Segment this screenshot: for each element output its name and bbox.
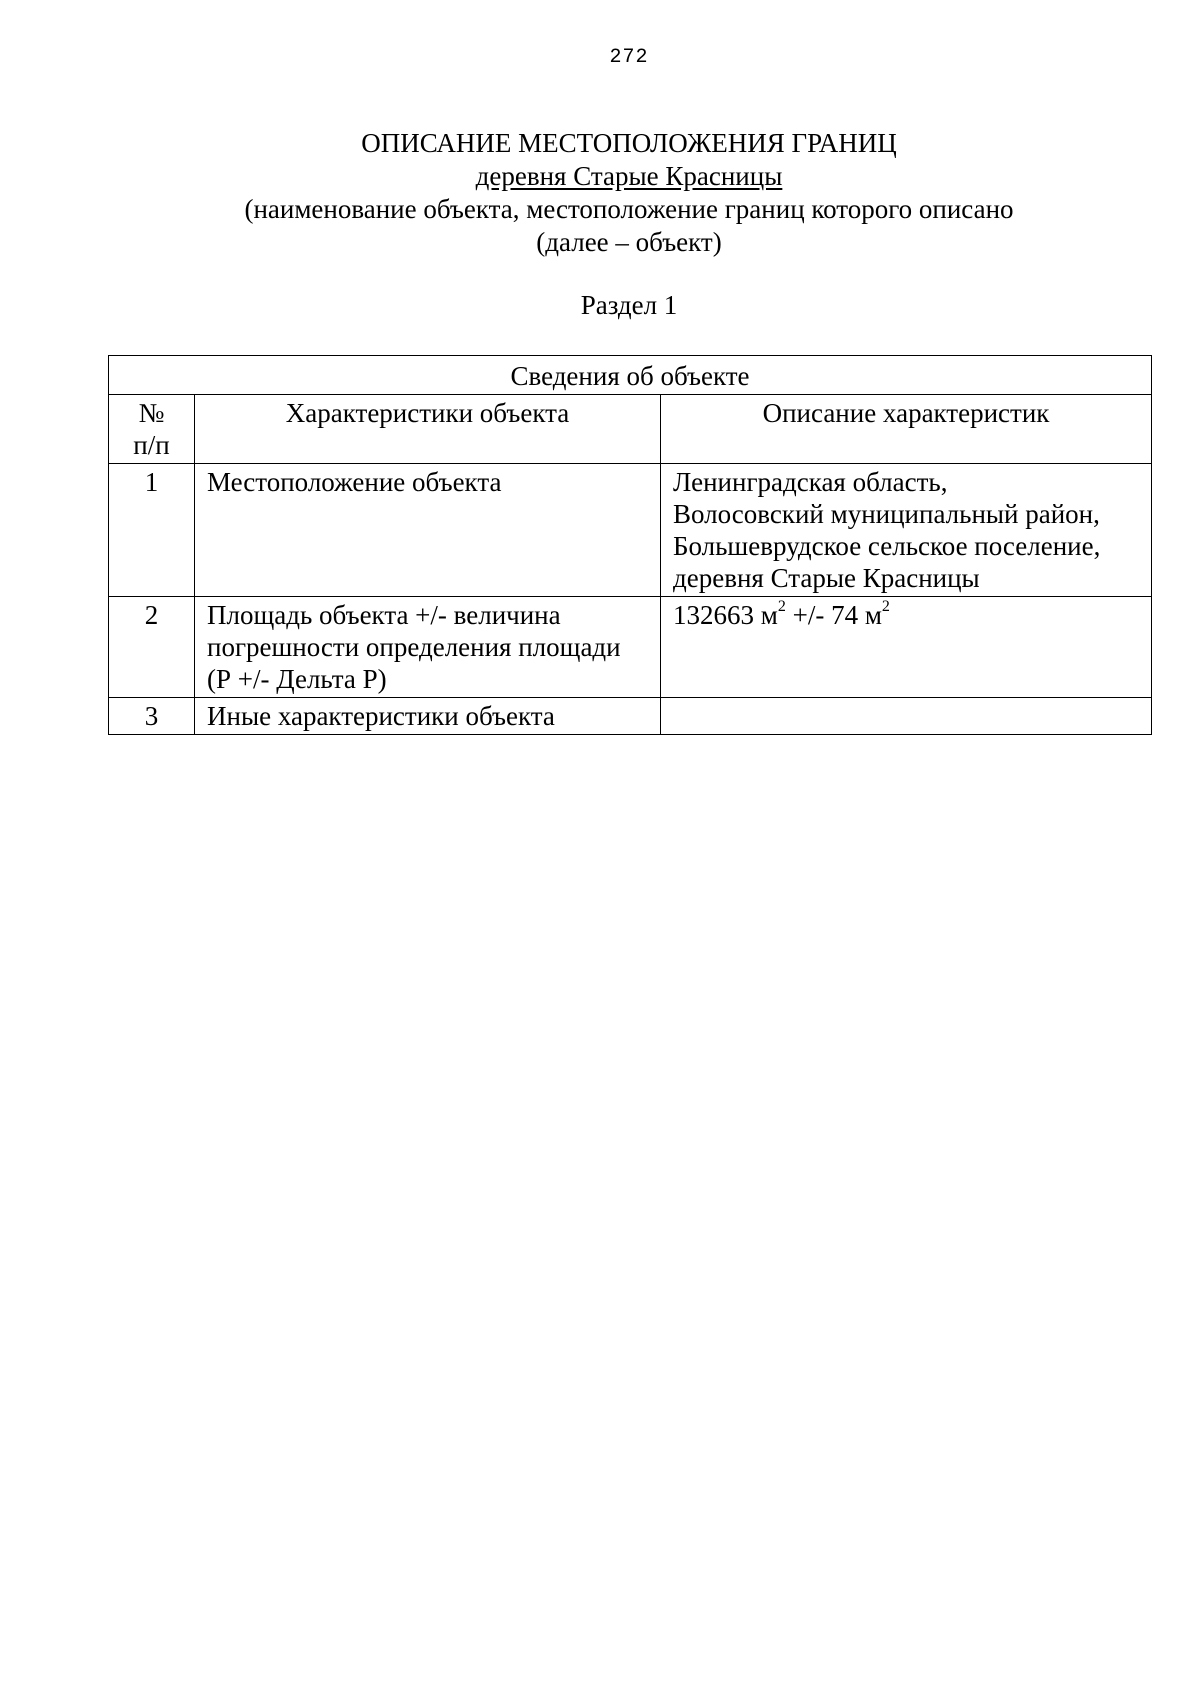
- document-title: ОПИСАНИЕ МЕСТОПОЛОЖЕНИЯ ГРАНИЦ: [361, 128, 897, 158]
- object-name: деревня Старые Красницы: [475, 161, 783, 191]
- column-header-characteristic: Характеристики объекта: [195, 395, 661, 464]
- row-description: [661, 597, 1152, 698]
- table-header-row: [109, 395, 1152, 464]
- column-header-description: Описание характеристик: [661, 395, 1152, 464]
- table-caption: Сведения об объекте: [109, 356, 1152, 395]
- row-characteristic: Площадь объекта +/- величина погрешности определения площади (Р +/- Дельта Р): [195, 597, 661, 698]
- table-row: [109, 464, 1152, 597]
- row-number: 1: [109, 464, 195, 597]
- row-description: Ленинградская область, Волосовский муниципальный район, Большеврудское сельское поселение, деревня Старые Красницы: [661, 464, 1152, 597]
- column-header-number: № п/п: [109, 395, 195, 464]
- section-label: Раздел 1: [580, 290, 678, 320]
- table-caption-row: [109, 356, 1152, 395]
- area-tolerance: +/- 74 м: [785, 600, 882, 630]
- table-row: [109, 698, 1152, 735]
- area-tolerance-unit-exponent: 2: [881, 598, 890, 615]
- row-number: 2: [109, 597, 195, 698]
- area-unit-exponent: 2: [777, 598, 786, 615]
- object-name-note-continuation: (далее – объект): [536, 227, 722, 257]
- object-name-note: (наименование объекта, местоположение границ которого описано: [244, 194, 1014, 224]
- object-info-table: [108, 355, 1152, 735]
- row-description: [661, 698, 1152, 735]
- row-characteristic: Местоположение объекта: [195, 464, 661, 597]
- table-row: [109, 597, 1152, 698]
- document-header: [0, 127, 1200, 259]
- row-number: 3: [109, 698, 195, 735]
- area-value: 132663 м: [673, 600, 778, 630]
- row-characteristic: Иные характеристики объекта: [195, 698, 661, 735]
- page-number: 272: [609, 46, 649, 69]
